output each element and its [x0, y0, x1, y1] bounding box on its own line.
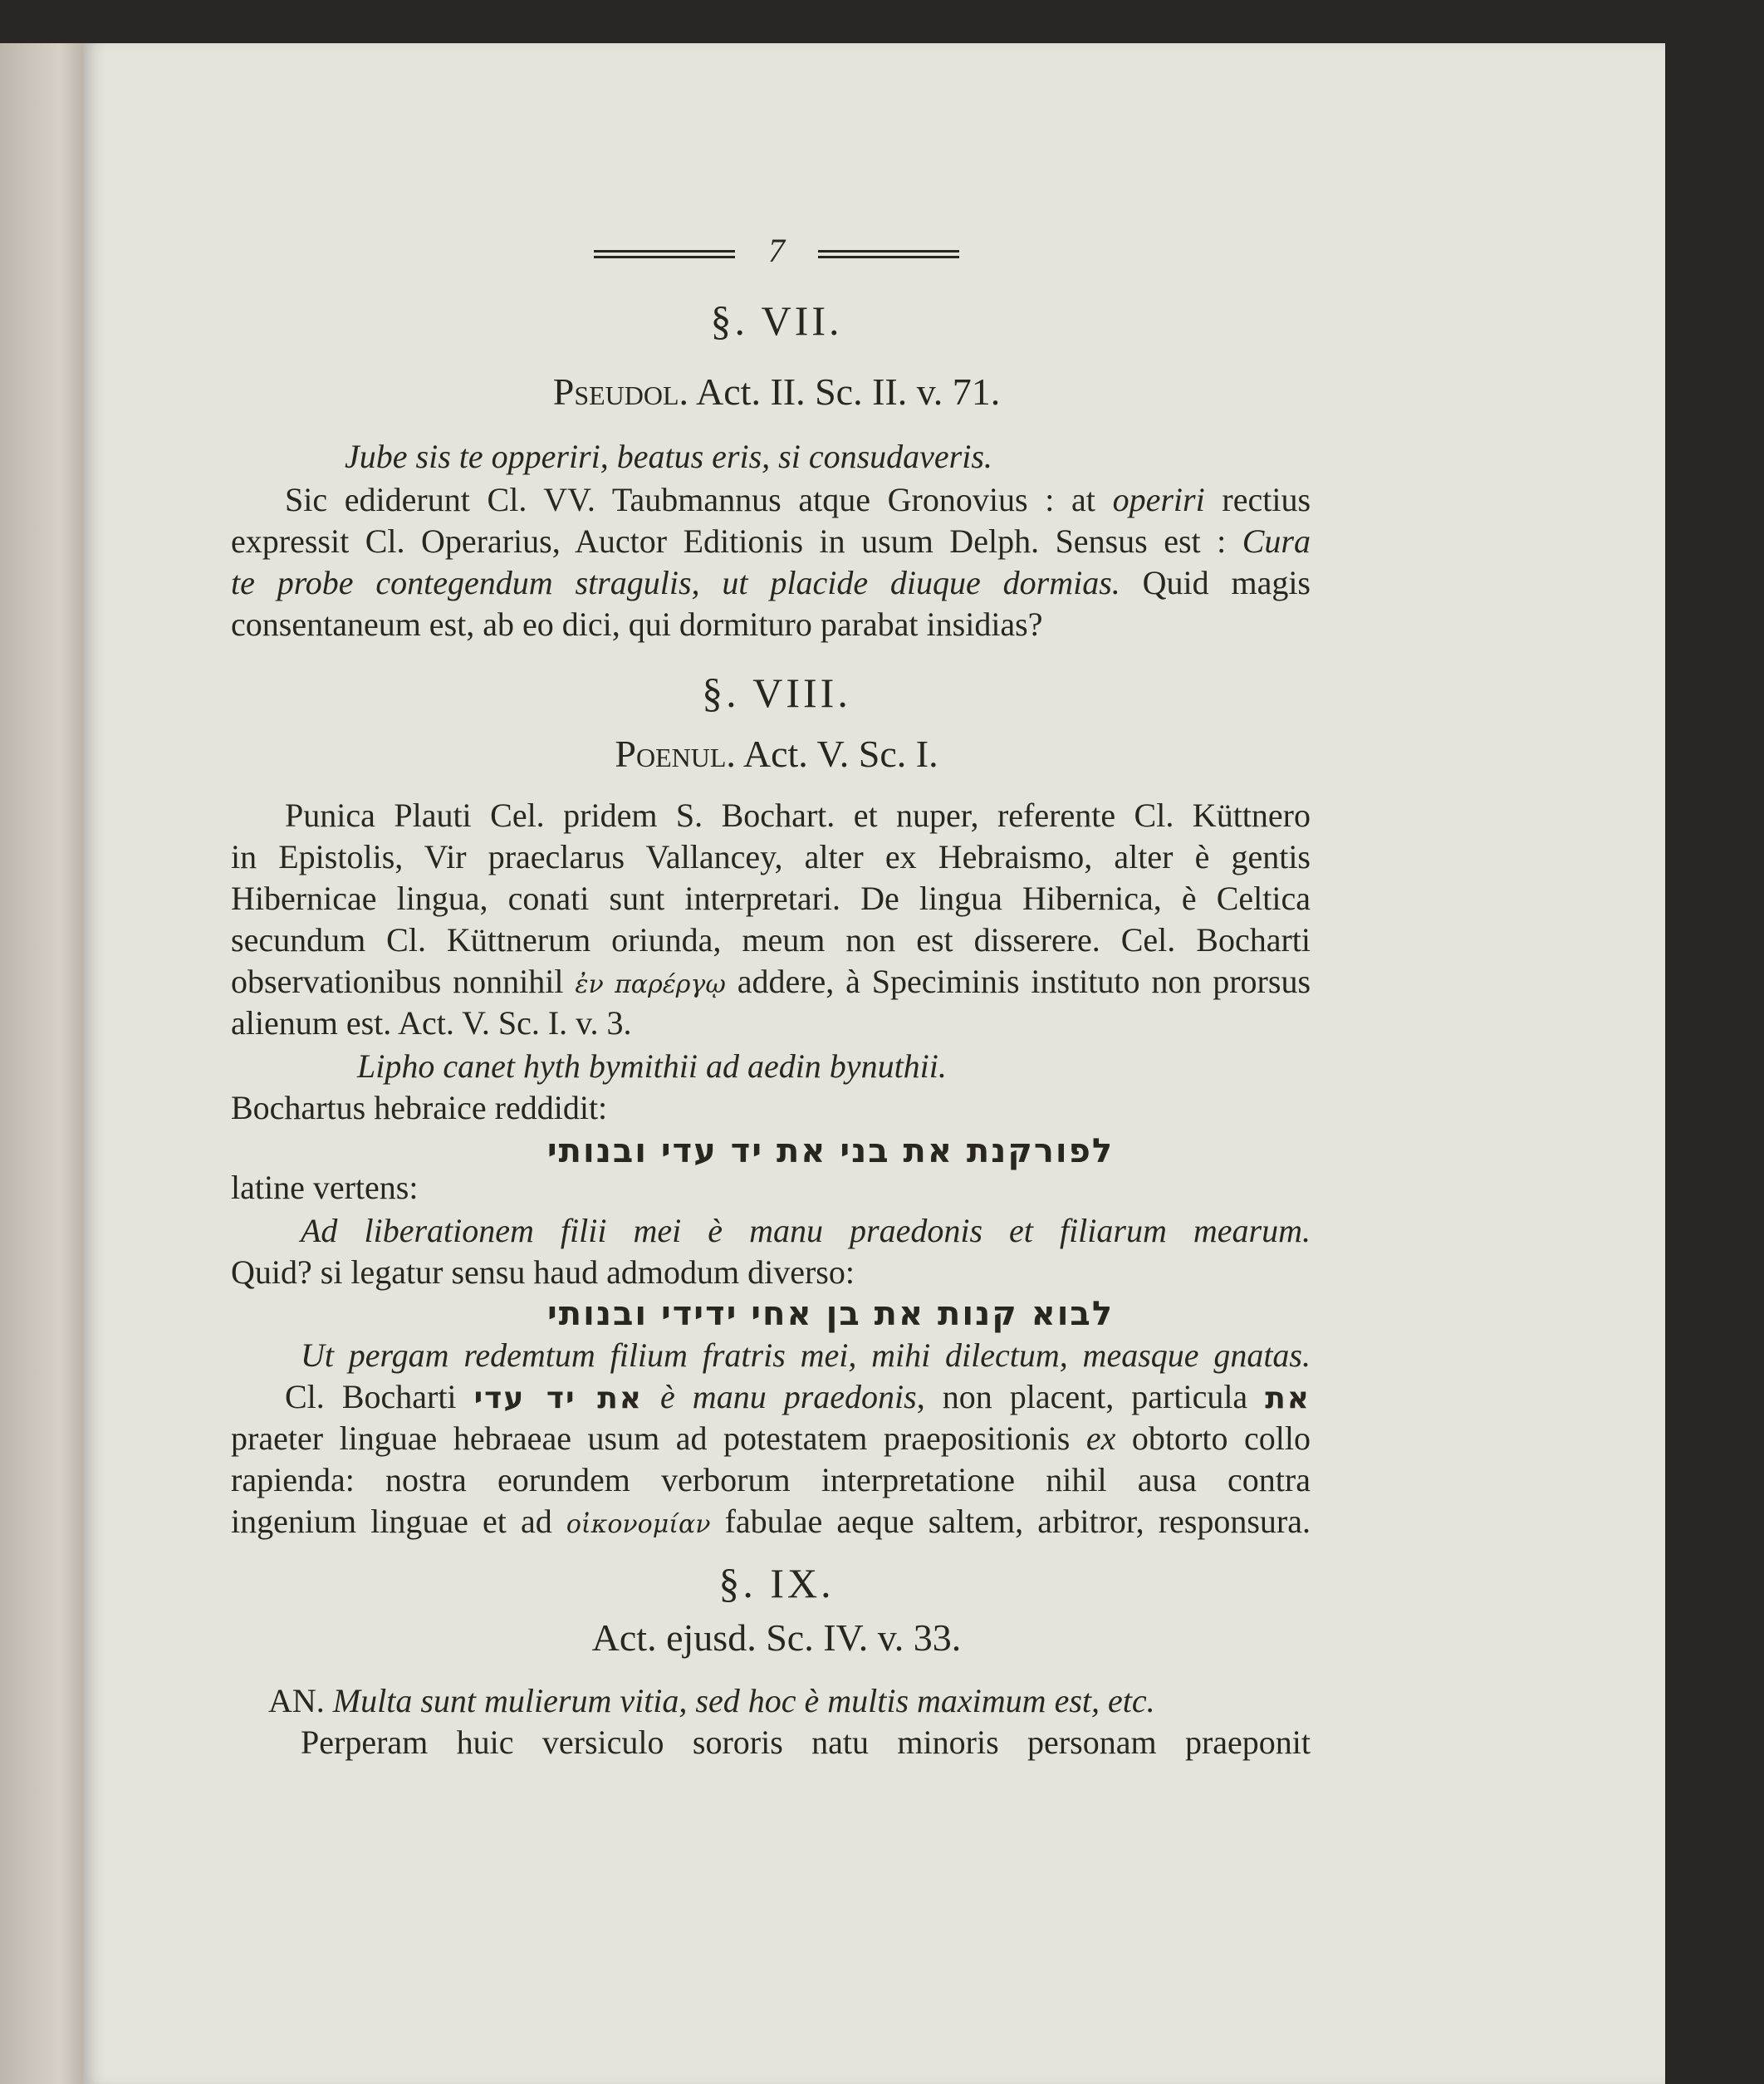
text-run-italic: ex [1085, 1420, 1116, 1457]
para-viii-line: in Epistolis, Vir praeclarus Vallancey, alter ex Hebraismo, alter è gentis [231, 838, 1311, 875]
para-viii-line: Quid? si legatur sensu haud admodum diverso: [231, 1253, 855, 1291]
text-run: Sic ediderunt Cl. VV. Taubmannus atque Gronovius : at [285, 481, 1113, 518]
para-viii-line [231, 960, 1311, 1007]
header-rule-right [818, 250, 959, 258]
para-vii-line [231, 561, 1311, 605]
title-work: Pseudol. [552, 370, 689, 413]
para-viii-line [231, 1417, 1311, 1460]
text-run: Quid magis [1120, 564, 1311, 601]
para-ix-line: Perperam huic versiculo sororis natu minoris personam praeponit [301, 1724, 1311, 1761]
text-run-italic: operiri [1112, 481, 1205, 518]
text-run: ingenium linguae et ad [231, 1503, 566, 1540]
text-run: obtorto collo [1115, 1420, 1311, 1457]
text-run-italic: te probe contegendum stragulis, ut placide diuque dormias. [231, 564, 1120, 601]
hebrew-alternative: לבוא קנות את בן אחי ידידי ובנותי [546, 1295, 1115, 1333]
text-run: addere, à Speciminis instituto non prorsus [725, 963, 1311, 1000]
greek-phrase: οἰκονομίαν [566, 1510, 711, 1539]
page-number: 7 [768, 232, 785, 269]
section-heading-viii: §. VIII. [702, 669, 851, 716]
quote-an [268, 1679, 1155, 1723]
text-run: , non placent, particula [916, 1378, 1266, 1415]
text-run: Cl. Bocharti [285, 1378, 474, 1415]
para-viii-line [231, 1500, 1311, 1547]
title-work: Poenul. [615, 733, 736, 775]
speaker-label: AN. [268, 1682, 333, 1719]
scan-background [1665, 43, 1764, 2084]
hebrew-bochart: לפורקנת את בני את יד עדי ובנותי [546, 1132, 1115, 1170]
para-viii-line: Bochartus hebraice reddidit: [231, 1089, 608, 1126]
para-vii-line [285, 478, 1311, 522]
title-ref: Act. II. Sc. II. v. 71. [688, 370, 1001, 413]
text-run: rectius [1204, 481, 1311, 518]
section-heading-vii: §. VII. [710, 297, 843, 344]
text-run-italic: Multa sunt mulierum vitia, sed hoc è multis maximum est, etc. [332, 1682, 1155, 1719]
para-viii-line: Punica Plauti Cel. pridem S. Bochart. et nuper, referente Cl. Küttnero [285, 797, 1311, 834]
greek-phrase: ἐν παρέργῳ [575, 970, 726, 999]
text-run-italic: Cura [1242, 522, 1311, 560]
para-vii-line [231, 520, 1311, 563]
quote-punic: Lipho canet hyth bymithii ad aedin bynuthii. [357, 1047, 947, 1085]
text-run: praeter linguae hebraeae usum ad potestatem praepositionis [231, 1420, 1086, 1457]
section-title-viii [415, 733, 1138, 776]
section-heading-ix: §. IX. [718, 1560, 835, 1606]
para-viii-line: latine vertens: [231, 1169, 419, 1206]
text-run: observationibus nonnihil [231, 963, 576, 1000]
para-viii-line [285, 1375, 1311, 1420]
para-viii-line: Hibernicae lingua, conati sunt interpretari. De lingua Hibernica, è Celtica [231, 880, 1311, 917]
text-run: fabulae aeque saltem, arbitror, responsura. [710, 1503, 1311, 1540]
translation-alternative: Ut pergam redemtum filium fratris mei, mihi dilectum, measque gnatas. [301, 1336, 1311, 1374]
para-viii-line: secundum Cl. Küttnerum oriunda, meum non est disserere. Cel. Bocharti [231, 921, 1311, 959]
title-ref: Act. V. Sc. I. [735, 733, 938, 775]
para-viii-line: alienum est. Act. V. Sc. I. v. 3. [231, 1004, 632, 1042]
section-title-ix: Act. ejusd. Sc. IV. v. 33. [591, 1616, 962, 1659]
section-title-vii [415, 370, 1138, 414]
text-run-italic: è manu praedonis [660, 1378, 917, 1415]
text-run: expressit Cl. Operarius, Auctor Editionis in usum Delph. Sensus est : [231, 522, 1242, 560]
hebrew-inline: את [1265, 1381, 1311, 1415]
header-rule-left [594, 250, 735, 258]
hebrew-inline: את יד עדי [473, 1381, 643, 1415]
page-header [581, 231, 972, 270]
quote-pseudolus: Jube sis te opperiri, beatus eris, si consudaveris. [345, 438, 992, 475]
para-viii-line: rapienda: nostra eorundem verborum interpretatione nihil ausa contra [231, 1461, 1311, 1498]
translation-bochart: Ad liberationem filii mei è manu praedonis et filiarum mearum. [301, 1212, 1311, 1249]
para-vii-line: consentaneum est, ab eo dici, qui dormituro parabat insidias? [231, 606, 1043, 643]
